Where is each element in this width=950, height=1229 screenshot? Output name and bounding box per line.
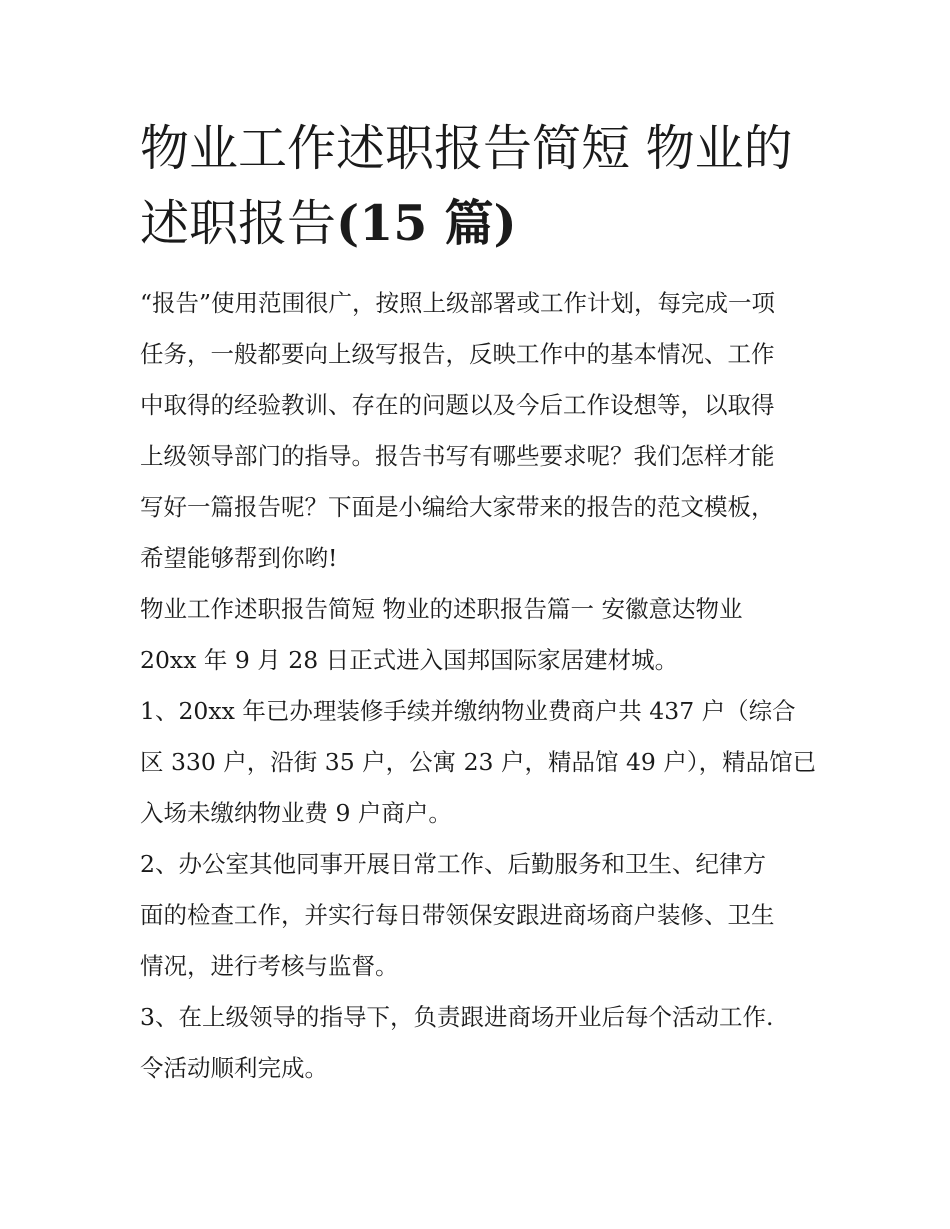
body-line: “报告”使用范围很广，按照上级部署或工作计划，每完成一项 — [140, 289, 776, 317]
document-body — [140, 278, 830, 1094]
body-line: 写好一篇报告呢？下面是小编给大家带来的报告的范文模板， — [140, 493, 775, 521]
list-item-2-line: 面的检查工作，并实行每日带领保安跟进商场商户装修、卫生 — [140, 901, 775, 929]
body-line: 20xx 年 9 月 28 日正式进入国邦国际家居建材城。 — [140, 646, 679, 674]
body-line: 任务，一般都要向上级写报告，反映工作中的基本情况、工作 — [140, 340, 775, 368]
list-item-3-line: 令活动顺利完成。 — [140, 1054, 328, 1082]
title-line-2 — [140, 186, 830, 261]
body-line: 中取得的经验教训、存在的问题以及今后工作设想等，以取得 — [140, 391, 775, 419]
list-item-3-line: 3、在上级领导的指导下，负责跟进商场开业后每个活动工作. — [140, 1003, 774, 1031]
list-item-2-line: 情况，进行考核与监督。 — [140, 952, 399, 980]
list-item-1-line: 区 330 户，沿街 35 户，公寓 23 户，精品馆 49 户），精品馆已 — [140, 748, 817, 776]
document-title — [140, 112, 830, 261]
list-item-1-line: 入场未缴纳物业费 9 户商户。 — [140, 799, 452, 827]
title-line-1: 物业工作述职报告简短 物业的 — [140, 120, 793, 177]
title-line-2-text: 述职报告 — [140, 195, 337, 252]
list-item-1-line: 1、20xx 年已办理装修手续并缴纳物业费商户共 437 户（综合 — [140, 697, 796, 725]
body-line: 希望能够帮到你哟! — [140, 544, 338, 572]
list-item-2-line: 2、办公室其他同事开展日常工作、后勤服务和卫生、纪律方 — [140, 850, 766, 878]
body-line: 上级领导部门的指导。报告书写有哪些要求呢？我们怎样才能 — [140, 442, 775, 470]
section-heading-line: 物业工作述职报告简短 物业的述职报告篇一 安徽意达物业 — [140, 595, 743, 623]
title-count: (15 篇) — [336, 194, 517, 252]
